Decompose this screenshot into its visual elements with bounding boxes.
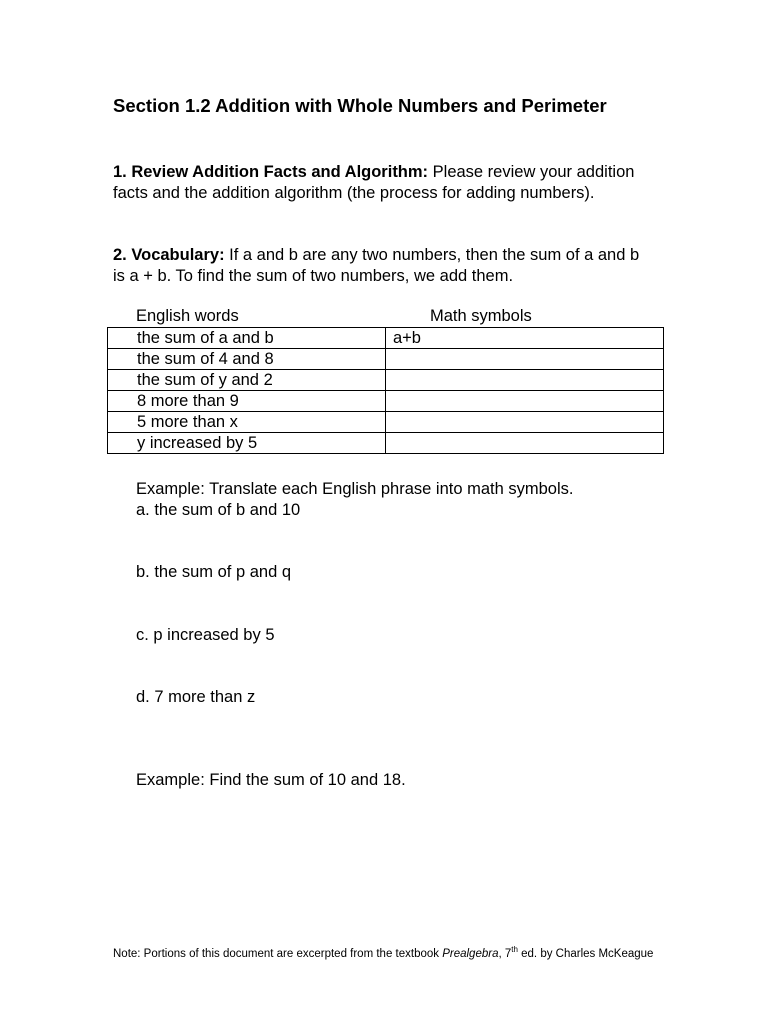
header-math-symbols: Math symbols — [430, 307, 532, 325]
math-cell — [386, 391, 664, 412]
math-cell: a+b — [386, 328, 664, 349]
example-translate-prompt: Example: Translate each English phrase into math symbols. — [136, 480, 574, 498]
math-cell — [386, 412, 664, 433]
math-cell — [386, 370, 664, 391]
english-cell: 5 more than x — [108, 412, 386, 433]
footnote — [113, 946, 673, 962]
review-addition-text: Please review your addition facts and the addition algorithm (the process for adding numbers). — [113, 163, 635, 202]
vocabulary-heading: 2. Vocabulary: — [113, 246, 225, 264]
table-row — [108, 391, 664, 412]
vocabulary-paragraph — [113, 245, 653, 287]
table-row — [108, 370, 664, 391]
header-english-words: English words — [136, 307, 239, 325]
example-item-d: d. 7 more than z — [136, 688, 256, 706]
table-row — [108, 328, 664, 349]
example-sum-prompt: Example: Find the sum of 10 and 18. — [136, 771, 406, 789]
math-cell — [386, 433, 664, 454]
example-item-a: a. the sum of b and 10 — [136, 501, 301, 519]
english-cell: 8 more than 9 — [108, 391, 386, 412]
english-cell: y increased by 5 — [108, 433, 386, 454]
example-item-c: c. p increased by 5 — [136, 626, 275, 644]
footnote-book-title: Prealgebra — [442, 948, 499, 960]
vocabulary-text: If a and b are any two numbers, then the sum of a and b is a + b. To find the sum of two numbers, we add them. — [113, 246, 640, 285]
footnote-edition-suffix: th — [511, 945, 518, 955]
vocab-table-header — [107, 307, 664, 328]
table-row — [108, 349, 664, 370]
vocabulary-table — [107, 327, 664, 454]
english-cell: the sum of 4 and 8 — [108, 349, 386, 370]
english-cell: the sum of a and b — [108, 328, 386, 349]
footnote-suffix: ed. by Charles McKeague — [517, 948, 654, 960]
math-cell — [386, 349, 664, 370]
review-addition-heading: 1. Review Addition Facts and Algorithm: — [113, 163, 429, 181]
table-row — [108, 412, 664, 433]
example-item-b: b. the sum of p and q — [136, 563, 292, 581]
footnote-edition: , 7 — [498, 948, 512, 960]
english-cell: the sum of y and 2 — [108, 370, 386, 391]
table-row — [108, 433, 664, 454]
footnote-prefix: Note: Portions of this document are excerpted from the textbook — [113, 948, 443, 960]
page-title: Section 1.2 Addition with Whole Numbers and Perimeter — [113, 95, 607, 116]
review-addition-paragraph — [113, 162, 653, 204]
